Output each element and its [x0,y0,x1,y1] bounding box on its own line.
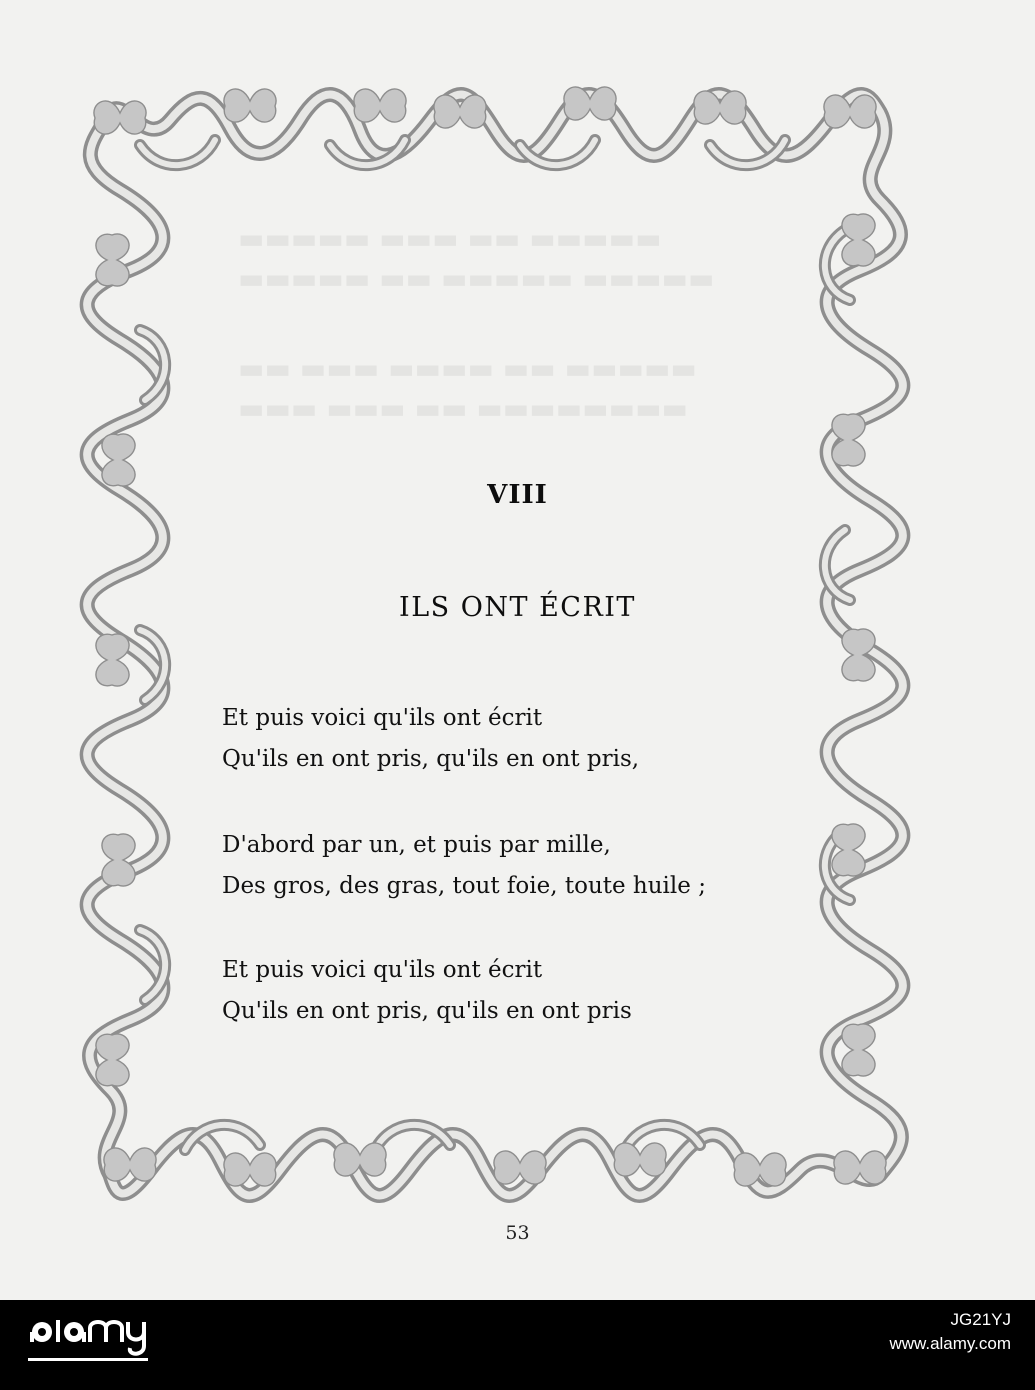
show-through-text: ▬▬▬▬▬ ▬▬ ▬▬▬▬▬ ▬▬▬▬▬ [238,262,715,295]
verse-line: Qu'ils en ont pris, qu'ils en ont pris [222,998,632,1024]
page-number: 53 [505,1222,530,1244]
chapter-number: VIII [487,480,548,510]
stock-url: www.alamy.com [889,1334,1011,1353]
ornament-leaves-left [96,234,135,1086]
verse-line: Qu'ils en ont pris, qu'ils en ont pris, [222,746,640,772]
stock-image-info [889,1308,1011,1356]
show-through-text: ▬▬ ▬▬▬ ▬▬▬▬ ▬▬ ▬▬▬▬▬ [238,352,697,385]
image-id: JG21YJ [950,1310,1011,1329]
verse-line: Et puis voici qu'ils ont écrit [222,705,543,731]
verse-line: Et puis voici qu'ils ont écrit [222,957,543,983]
show-through-text: ▬▬▬▬▬ ▬▬▬ ▬▬ ▬▬▬▬▬ [238,222,662,255]
stanza-3 [222,950,782,1032]
alamy-logo [28,1318,160,1372]
stanza-2 [222,825,782,907]
stanza-1 [222,698,782,780]
show-through-text: ▬▬▬ ▬▬▬ ▬▬ ▬▬▬▬▬▬▬▬ [238,392,688,425]
verse-line: Des gros, des gras, tout foie, toute huile ; [222,873,706,899]
stock-footer [0,1300,1035,1390]
poem-title: ILS ONT ÉCRIT [399,592,636,623]
verse-line: D'abord par un, et puis par mille, [222,832,611,858]
